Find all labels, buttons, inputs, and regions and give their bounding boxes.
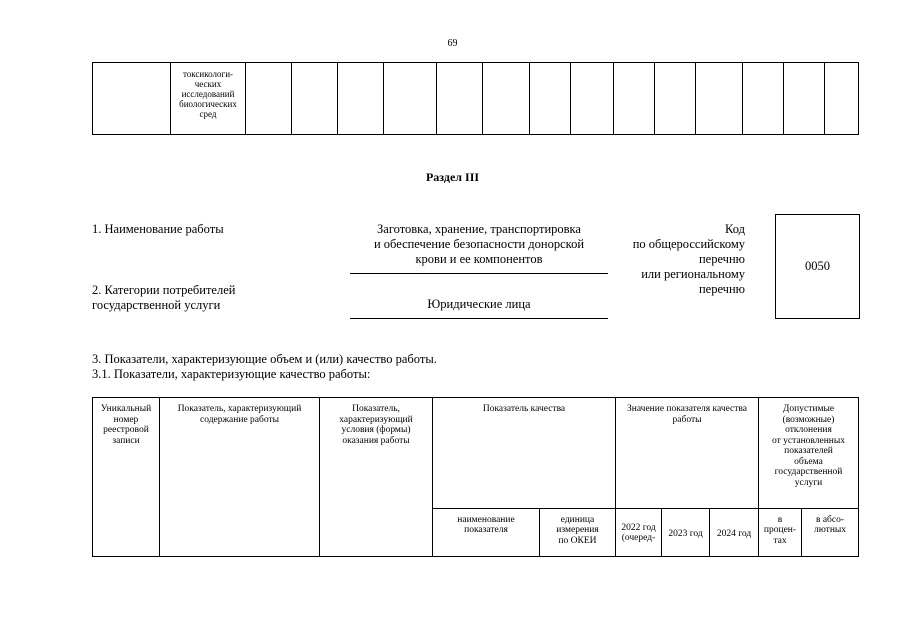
work-name-label: 1. Наименование работы xyxy=(92,222,224,236)
header-line: условия (формы) xyxy=(341,425,411,435)
top-table-cell xyxy=(292,63,338,135)
top-table-text-line: ческих xyxy=(194,79,222,89)
top-table-cell xyxy=(655,63,696,135)
col-work-content xyxy=(160,398,320,557)
header-line: Показатель, характеризующий xyxy=(177,404,302,414)
sub-absolute xyxy=(802,508,859,556)
top-table-cell xyxy=(571,63,614,135)
header-line: 2023 год xyxy=(668,528,703,539)
header-line: записи xyxy=(112,435,140,446)
header-line: наименование xyxy=(457,514,515,525)
header-line: в xyxy=(777,514,783,525)
top-table-cell xyxy=(437,63,483,135)
top-table-cell xyxy=(614,63,655,135)
quality-indicators-table xyxy=(92,397,859,557)
sub-year-2024 xyxy=(710,508,759,556)
top-table-cell xyxy=(483,63,530,135)
sub-indicator-name xyxy=(433,508,540,556)
sub-year-2022 xyxy=(616,508,662,556)
header-line: услуги xyxy=(794,477,823,488)
top-table-text-line: токсикологи- xyxy=(182,69,234,79)
code-label-line: перечню xyxy=(698,252,745,266)
header-line: в абсо- xyxy=(815,514,845,525)
work-name-line: крови и ее компонентов xyxy=(415,252,543,266)
code-box xyxy=(775,214,860,319)
work-name-line: Заготовка, хранение, транспортировка xyxy=(377,222,581,236)
header-line: Уникальный xyxy=(100,404,152,414)
header-line: характеризующий xyxy=(339,414,413,425)
header-line: реестровой xyxy=(103,425,149,435)
header-line: тах xyxy=(773,535,787,546)
top-table-text-line: исследований xyxy=(181,89,235,99)
header-line: работы xyxy=(672,414,702,425)
top-table-cell xyxy=(338,63,384,135)
header-line: процен- xyxy=(763,525,797,536)
code-label-line: или региональному xyxy=(641,267,745,281)
header-line: Значение показателя качества xyxy=(626,404,748,414)
header-line: показателя xyxy=(464,525,508,536)
header-line: номер xyxy=(113,414,139,425)
header-line: (возможные) xyxy=(782,414,835,425)
sub-year-2023 xyxy=(662,508,710,556)
col-allowed-deviations xyxy=(759,398,859,509)
work-name-value xyxy=(350,222,608,267)
sub-unit-okei xyxy=(540,508,616,556)
header-line: измерения xyxy=(556,525,599,536)
header-line: единица xyxy=(560,514,595,525)
col-registry-number xyxy=(93,398,160,557)
top-table-cell xyxy=(93,63,171,135)
work-name-underline xyxy=(350,273,608,274)
work-name-line: и обеспечение безопасности донорской xyxy=(373,237,585,251)
top-table-cell xyxy=(384,63,437,135)
header-line: от установленных xyxy=(771,435,846,446)
header-line: показателей xyxy=(784,446,833,456)
consumers-label-line: 2. Категории потребителей xyxy=(92,283,236,297)
top-table-cell xyxy=(530,63,571,135)
header-line: Допустимые xyxy=(782,404,835,414)
header-line: оказания работы xyxy=(342,435,410,446)
header-line: (очеред- xyxy=(621,533,656,544)
code-label-line: перечню xyxy=(698,282,745,296)
top-table-text-line: биологических xyxy=(179,99,237,109)
header-line: 2022 год xyxy=(621,522,656,533)
top-table-cell xyxy=(246,63,292,135)
top-table-cell xyxy=(743,63,784,135)
page-number: 69 xyxy=(447,38,458,49)
top-table-text-line: сред xyxy=(199,109,217,119)
code-value: 0050 xyxy=(805,259,830,273)
consumers-underline xyxy=(350,318,608,319)
consumers-value: Юридические лица xyxy=(427,297,531,311)
top-table-cell xyxy=(825,63,859,135)
top-table-cell xyxy=(784,63,825,135)
header-line: Показатель, xyxy=(352,404,400,414)
top-table-cell-research xyxy=(171,63,246,135)
consumers-label xyxy=(92,283,235,313)
code-label-line: Код xyxy=(725,222,745,236)
section-title: Раздел III xyxy=(425,170,480,184)
header-line: содержание работы xyxy=(200,414,279,425)
indicators-heading: 3. Показатели, характеризующие объем и (или) качество работы. xyxy=(92,352,437,366)
sub-percent xyxy=(759,508,802,556)
header-line: Показатель качества xyxy=(482,404,566,414)
top-table-continuation xyxy=(92,62,859,135)
top-table-cell xyxy=(696,63,743,135)
header-line: отклонения xyxy=(785,425,832,435)
quality-heading: 3.1. Показатели, характеризующие качество работы: xyxy=(92,367,371,381)
code-label-line: по общероссийскому xyxy=(632,237,745,251)
col-quality-value xyxy=(616,398,759,509)
col-quality-indicator xyxy=(433,398,616,509)
consumers-label-line: государственной услуги xyxy=(92,298,221,312)
header-line: по ОКЕИ xyxy=(558,535,597,546)
header-line: 2024 год xyxy=(716,528,752,539)
header-line: государственной xyxy=(774,467,843,477)
col-work-conditions xyxy=(320,398,433,557)
header-line: объема xyxy=(794,456,823,467)
code-label xyxy=(608,222,745,297)
header-line: лютных xyxy=(813,525,847,536)
